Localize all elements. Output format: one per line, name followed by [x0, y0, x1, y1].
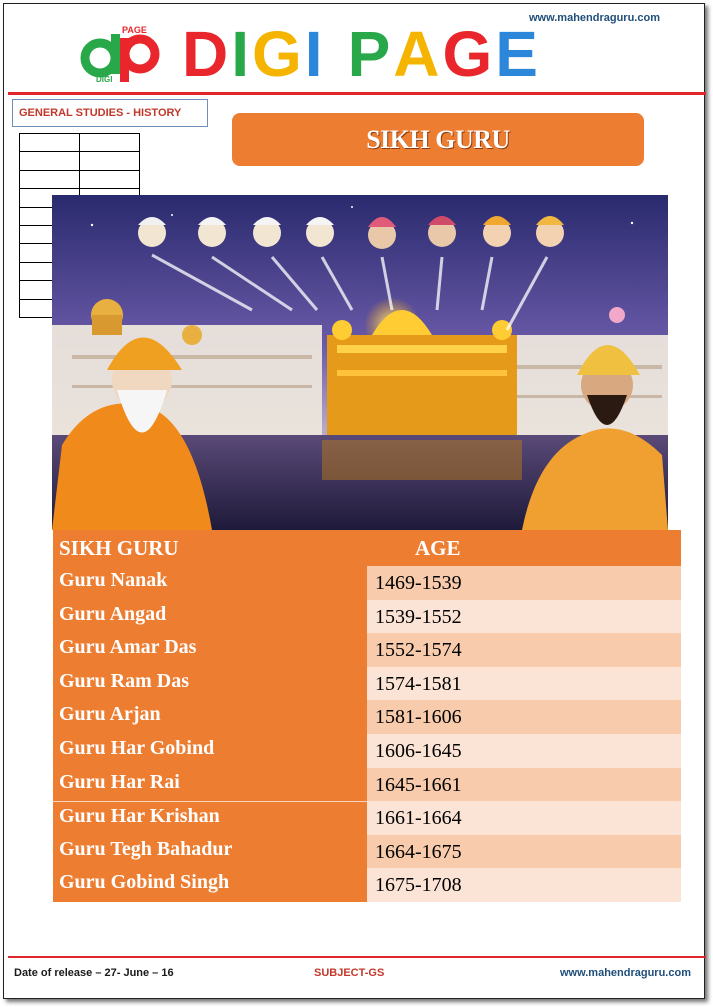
guru-age: 1552-1574	[367, 633, 681, 667]
guru-age: 1469-1539	[367, 566, 681, 600]
table-header-guru: SIKH GURU	[53, 530, 367, 566]
brand-letter: G	[252, 18, 305, 90]
table-row	[53, 566, 681, 600]
footer-rule	[8, 956, 706, 958]
guru-name: Guru Amar Das	[53, 633, 367, 667]
guru-name: Guru Tegh Bahadur	[53, 835, 367, 869]
logo-small-top: PAGE	[122, 25, 147, 35]
guru-name: Guru Angad	[53, 600, 367, 634]
footer-release-date: Date of release – 27- June – 16	[14, 967, 174, 979]
guru-name: Guru Arjan	[53, 700, 367, 734]
table-row	[53, 801, 681, 835]
brand-letter: P	[347, 18, 394, 90]
table-row	[53, 868, 681, 902]
table-row	[53, 768, 681, 802]
guru-age: 1606-1645	[367, 734, 681, 768]
guru-name: Guru Har Rai	[53, 768, 367, 802]
guru-name: Guru Nanak	[53, 566, 367, 600]
footer-subject: SUBJECT-GS	[314, 967, 385, 979]
brand-letter: A	[393, 18, 443, 90]
brand-letter: I	[231, 18, 252, 90]
guru-age: 1645-1661	[367, 768, 681, 802]
table-row	[53, 633, 681, 667]
header-site-url[interactable]: www.mahendraguru.com	[528, 12, 660, 24]
guru-age: 1581-1606	[367, 700, 681, 734]
guru-age: 1539-1552	[367, 600, 681, 634]
topic-title: SIKH GURU	[232, 113, 644, 166]
table-row	[53, 667, 681, 701]
guru-age: 1574-1581	[367, 667, 681, 701]
table-row	[53, 600, 681, 634]
sikh-guru-table	[53, 530, 681, 902]
logo-small-bottom: DIGI	[96, 75, 113, 84]
guru-age: 1664-1675	[367, 835, 681, 869]
subject-tag: GENERAL STUDIES - HISTORY	[12, 99, 208, 127]
brand-letter: D	[182, 18, 232, 90]
table-row	[53, 700, 681, 734]
guru-name: Guru Har Gobind	[53, 734, 367, 768]
guru-name: Guru Har Krishan	[53, 801, 367, 835]
table-header-age: AGE	[367, 530, 681, 566]
guru-name: Guru Ram Das	[53, 667, 367, 701]
guru-name: Guru Gobind Singh	[53, 868, 367, 902]
brand-title	[182, 18, 541, 90]
footer-site-url[interactable]: www.mahendraguru.com	[559, 967, 691, 979]
brand-letter: I	[304, 18, 326, 90]
digi-page-logo-icon	[78, 24, 166, 84]
brand-letter: G	[442, 18, 496, 90]
table-row	[53, 835, 681, 869]
header-rule	[8, 92, 706, 95]
table-row	[53, 734, 681, 768]
brand-letter: E	[495, 18, 541, 90]
guru-age: 1675-1708	[367, 868, 681, 902]
guru-age: 1661-1664	[367, 801, 681, 835]
sikh-gurus-golden-temple-image	[52, 195, 668, 530]
